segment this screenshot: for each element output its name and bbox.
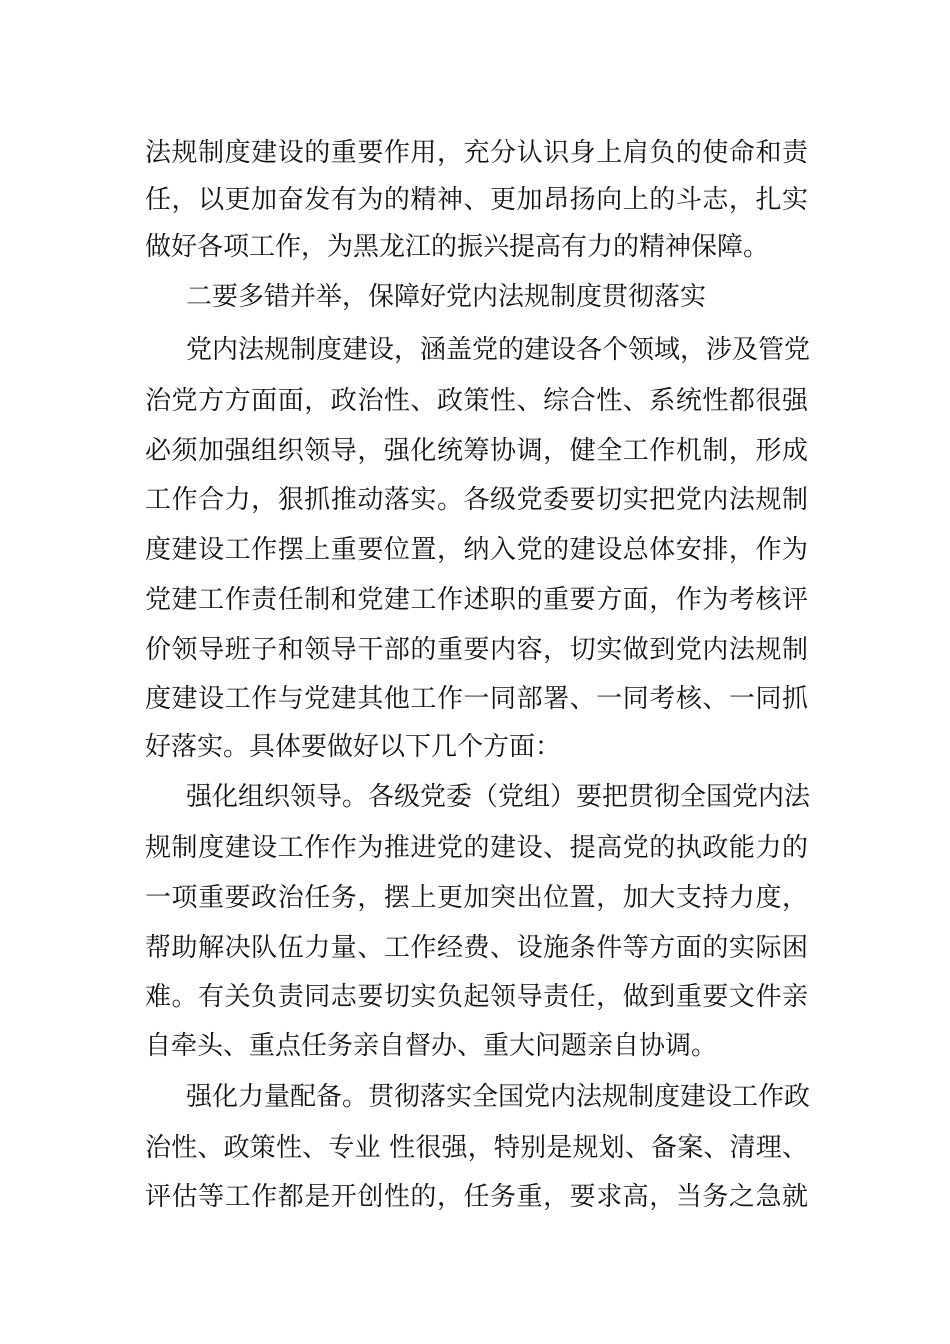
text-line: 度建设工作摆上重要位置，纳入党的建设总体安排，作为 — [145, 535, 808, 565]
text-line: 好落实。具体要做好以下几个方面： — [145, 732, 562, 762]
text-line: 自牵头、重点任务亲自督办、重大问题亲自协调。 — [145, 1031, 718, 1061]
paragraph-first-line: 强化力量配备。贯彻落实全国党内法规制度建设工作政 — [186, 1082, 811, 1112]
text-line: 法规制度建设的重要作用，充分认识身上肩负的使命和责 — [145, 138, 808, 168]
text-line: 规制度建设工作作为推进党的建设、提高党的执政能力的 — [145, 833, 808, 863]
text-line: 难。有关负责同志要切实负起领导责任，做到重要文件亲 — [145, 982, 808, 1012]
text-line: 做好各项工作，为黑龙江的振兴提高有力的精神保障。 — [145, 232, 770, 262]
text-line: 党建工作责任制和党建工作述职的重要方面，作为考核评 — [145, 585, 808, 615]
text-line: 治党方方面面，政治性、政策性、综合性、系统性都很强 — [145, 386, 808, 416]
text-line: 度建设工作与党建其他工作一同部署、一同考核、一同抓 — [145, 684, 808, 714]
paragraph-first-line: 强化组织领导。各级党委（党组）要把贯彻全国党内法 — [186, 782, 811, 812]
text-line: 治性、政策性、专业 性很强，特别是规划、备案、清理、 — [145, 1133, 808, 1163]
text-line: 任，以更加奋发有为的精神、更加昂扬向上的斗志，扎实 — [145, 185, 808, 215]
text-line: 工作合力，狠抓推动落实。各级党委要切实把党内法规制 — [145, 485, 808, 515]
text-line: 必须加强组织领导，强化统筹协调，健全工作机制，形成 — [145, 436, 808, 466]
text-line: 评估等工作都是开创性的，任务重，要求高，当务之急就 — [145, 1182, 808, 1212]
text-line: 价领导班子和领导干部的重要内容，切实做到党内法规制 — [145, 635, 808, 665]
text-line: 一项重要政治任务，摆上更加突出位置，加大支持力度， — [145, 883, 808, 913]
paragraph-first-line: 党内法规制度建设，涵盖党的建设各个领域，涉及管党 — [186, 335, 811, 365]
text-line: 帮助解决队伍力量、工作经费、设施条件等方面的实际困 — [145, 933, 808, 963]
section-heading: 二要多错并举，保障好党内法规制度贯彻落实 — [186, 282, 707, 312]
